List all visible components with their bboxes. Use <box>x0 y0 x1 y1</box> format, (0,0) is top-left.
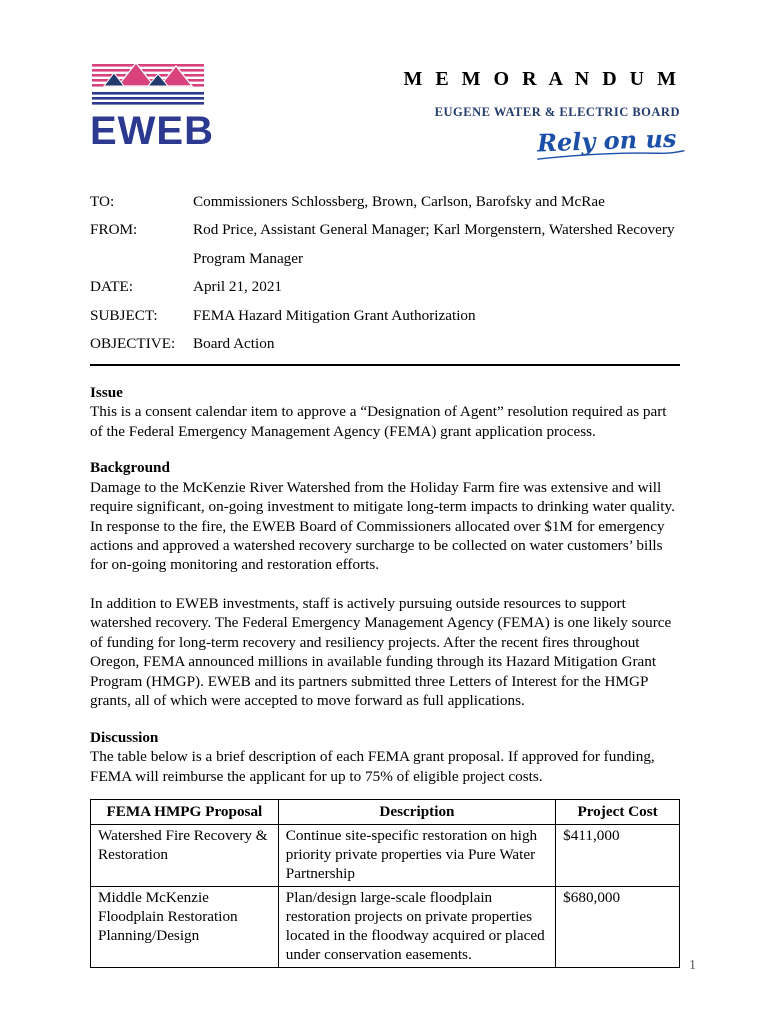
tagline-script <box>536 124 680 158</box>
table-row <box>91 886 680 967</box>
issue-heading: Issue <box>90 383 123 401</box>
section-discussion <box>90 728 680 786</box>
table-header-cost: Project Cost <box>556 799 680 824</box>
memo-field-from <box>90 221 680 238</box>
memo-value-subject: FEMA Hazard Mitigation Grant Authorization <box>193 306 476 324</box>
memo-label-subject: SUBJECT: <box>90 306 158 324</box>
table-header-proposal: FEMA HMPG Proposal <box>91 799 279 824</box>
memo-fields <box>90 193 680 366</box>
memo-field-from-continued <box>90 250 680 267</box>
table-row <box>91 824 680 886</box>
cell-proposal-1: Watershed Fire Recovery & Restoration <box>91 824 279 886</box>
eweb-logo <box>90 58 220 155</box>
memo-field-to <box>90 193 680 210</box>
page-number: 1 <box>689 958 696 973</box>
cell-proposal-2: Middle McKenzie Floodplain Restoration Planning/Design <box>91 886 279 967</box>
table-header-description: Description <box>278 799 555 824</box>
memo-label-from: FROM: <box>90 221 138 239</box>
memo-label-spacer <box>90 250 193 267</box>
memo-value-objective: Board Action <box>193 335 275 353</box>
memo-header <box>90 58 680 158</box>
memo-field-subject <box>90 307 680 324</box>
background-heading: Background <box>90 459 170 477</box>
eweb-logo-text: EWEB <box>90 109 214 150</box>
memo-field-date <box>90 278 680 295</box>
section-background <box>90 458 680 710</box>
memorandum-title: M E M O R A N D U M <box>403 68 680 90</box>
memo-label-objective: OBJECTIVE: <box>90 335 176 353</box>
memo-value-from-line1: Rod Price, Assistant General Manager; Karl Morgenstern, Watershed Recovery <box>193 221 675 239</box>
grant-proposals-table <box>90 799 680 968</box>
discussion-heading: Discussion <box>90 728 159 746</box>
background-paragraph-2: In addition to EWEB investments, staff is actively pursuing outside resources to support watershed recovery. The Federal Emergency Management Agency (FEMA) is one likely source of funding for long-term recovery and resiliency projects. After the recent fires throughout Oregon, FEMA announced millions in available funding through its Hazard Mitigation Grant Program (HMGP). EWEB and its partners submitted three Letters of Interest for the HMGP grants, all of which were accepted to move forward as full applications. <box>90 594 672 710</box>
cell-cost-1: $411,000 <box>556 824 680 886</box>
memo-label-to: TO: <box>90 193 115 210</box>
cell-description-2: Plan/design large-scale floodplain restoration projects on private properties located in the floodway acquired or placed under conservation easements. <box>278 886 555 967</box>
table-header-row <box>91 799 680 824</box>
cell-cost-2: $680,000 <box>556 886 680 967</box>
header-divider-rule <box>90 364 680 366</box>
memo-label-date: DATE: <box>90 278 134 296</box>
cell-description-1: Continue site-specific restoration on high priority private properties via Pure Water Partnership <box>278 824 555 886</box>
tagline-text: Rely on us <box>536 123 677 158</box>
section-issue <box>90 383 680 441</box>
eweb-logo-graphic <box>90 58 218 150</box>
memo-value-to: Commissioners Schlossberg, Brown, Carlson, Barofsky and McRae <box>193 193 605 210</box>
memo-value-from-line2: Program Manager <box>193 249 304 267</box>
header-right-block <box>403 58 680 158</box>
memo-value-date: April 21, 2021 <box>193 278 283 296</box>
discussion-paragraph: The table below is a brief description of each FEMA grant proposal. If approved for funding, FEMA will reimburse the applicant for up to 75% of eligible project costs. <box>90 748 655 785</box>
background-paragraph-1: Damage to the McKenzie River Watershed from the Holiday Farm fire was extensive and will require significant, on-going investment to mitigate long-term impacts to drinking water quality. In response to the fire, the EWEB Board of Commissioners allocated over $1M for emergency actions and approved a watershed recovery surcharge to be collected on water customers’ bills for on-going monitoring and restoration efforts. <box>90 478 675 574</box>
memo-field-objective <box>90 335 680 352</box>
organization-name: EUGENE WATER & ELECTRIC BOARD <box>434 105 680 119</box>
issue-paragraph: This is a consent calendar item to approve a “Designation of Agent” resolution required as part of the Federal Emergency Management Agency (FEMA) grant application process. <box>90 403 667 440</box>
